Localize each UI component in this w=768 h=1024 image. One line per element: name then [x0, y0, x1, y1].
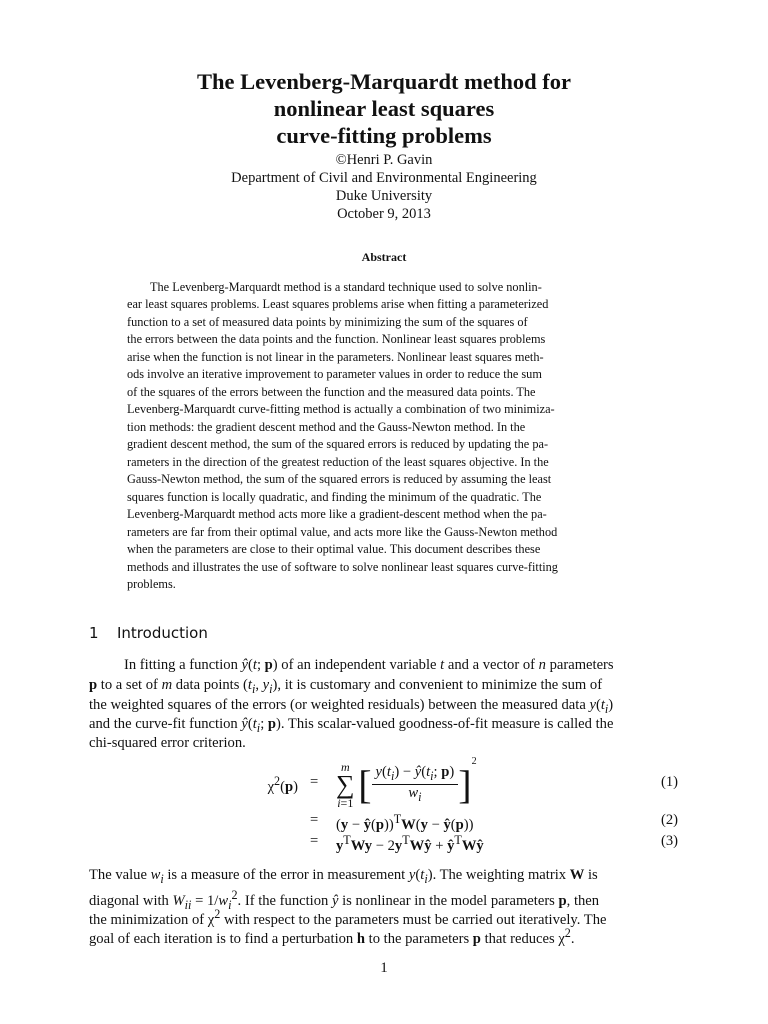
equation-rhs: $y^TWy$ − $2y^TWŷ$ + $ŷ^TWŷ$ [336, 833, 484, 854]
equation-number: (1) [661, 774, 679, 790]
body-line: the minimization of $\chi^2$ with respect to the parameters must be carried out iteratively. The [89, 907, 607, 928]
abstract-line: arise when the function is not linear in the parameters. Nonlinear least squares meth- [127, 350, 544, 364]
equation-rhs: (y − ŷ(p))$^T$W(y − ŷ(p)) [336, 812, 474, 833]
abstract-line: problems. [127, 577, 176, 591]
page-number: 1 [380, 960, 388, 976]
abstract-line: tion methods: the gradient descent method and the Gauss-Newton method. In the [127, 420, 526, 434]
abstract-line: Levenberg-Marquardt method acts more like a gradient-descent method when the pa- [127, 507, 547, 521]
equation-3: = $y^TWy$ − $2y^TWŷ$ + $ŷ^TWŷ$ (3) [310, 833, 679, 854]
section-title: Introduction [117, 624, 208, 642]
equation-1: $\chi^2(p)$ = m ∑ i=1 [ $\frac{y(t_i) - ŷ(t_i; p)}{w_i}$ ]$^2$ (1) [267, 756, 679, 810]
equation-lhs: $\chi^2(p)$ [267, 774, 298, 795]
author: ©Henri P. Gavin [335, 152, 433, 168]
abstract-line: squares function is locally quadratic, and finding the minimum of the quadratic. The [127, 490, 542, 504]
abstract-line: of the squares of the errors between the function and the measured data points. The [127, 385, 536, 399]
equation-rhs: m ∑ i=1 [ $\frac{y(t_i) - ŷ(t_i; p)}{w_i}$ ]$^2$ [336, 756, 477, 810]
body-line: and the curve-fit function $ŷ(t_i$; p). This scalar-valued goodness-of-fit measure is called the [89, 716, 614, 735]
abstract-line: the errors between the data points and the function. Nonlinear least squares problems [127, 332, 546, 346]
abstract-heading: Abstract [361, 250, 407, 264]
abstract-line: gradient descent method, the sum of the squared errors is reduced by updating the pa- [127, 437, 549, 451]
equation-number: (3) [661, 833, 679, 849]
abstract-line: methods and illustrates the use of software to solve nonlinear least squares curve-fitting [127, 560, 558, 574]
abstract-line: The Levenberg-Marquardt method is a standard technique used to solve nonlin- [150, 280, 542, 294]
abstract-line: ear least squares problems. Least squares problems arise when fitting a parameterized [127, 297, 549, 311]
abstract-line: when the parameters are close to their optimal value. This document describes these [127, 542, 541, 556]
equation-number: (2) [661, 812, 679, 828]
body-line: In fitting a function ŷ(t; p) of an independent variable t and a vector of n parameters [124, 657, 614, 673]
section-heading [89, 624, 208, 642]
date: October 9, 2013 [337, 206, 431, 222]
body-line: the weighted squares of the errors (or weighted residuals) between the measured data $y(t_i)$ [89, 697, 614, 716]
title-line-2: nonlinear least squares [273, 96, 495, 121]
body-line: goal of each iteration is to find a perturbation h to the parameters p that reduces $\chi^2$. [89, 926, 575, 947]
equation-2: = (y − ŷ(p))$^T$W(y − ŷ(p)) (2) [310, 812, 679, 833]
abstract-line: Gauss-Newton method, the sum of the squared errors is reduced by assuming the least [127, 472, 552, 486]
abstract-line: rameters are far from their optimal value, and acts more like the Gauss-Newton method [127, 525, 558, 539]
body-line: chi-squared error criterion. [89, 735, 246, 751]
title-line-1: The Levenberg-Marquardt method for [197, 69, 571, 94]
section-number: 1 [89, 624, 99, 642]
title-line-3: curve-fitting problems [276, 123, 492, 148]
abstract-line: rameters in the direction of the greatest reduction of the least squares objective. In the [127, 455, 549, 469]
body-line: diagonal with $W_{ii} = 1/w_i^2$. If the function ŷ is nonlinear in the model parameters p, then [89, 888, 600, 912]
abstract-line: Levenberg-Marquardt curve-fitting method is actually a combination of two minimiza- [127, 402, 555, 416]
body-line: p to a set of m data points ($t_i$, $y_i$), it is customary and convenient to minimize the sum of [89, 677, 603, 696]
department: Department of Civil and Environmental Engineering [231, 170, 537, 186]
abstract-line: function to a set of measured data points by minimizing the sum of the squares of [127, 315, 528, 329]
university: Duke University [335, 188, 433, 204]
abstract-line: ods involve an iterative improvement to parameter values in order to reduce the sum [127, 367, 542, 381]
body-line: The value $w_i$ is a measure of the error in measurement $y(t_i)$. The weighting matrix W is [89, 867, 598, 886]
